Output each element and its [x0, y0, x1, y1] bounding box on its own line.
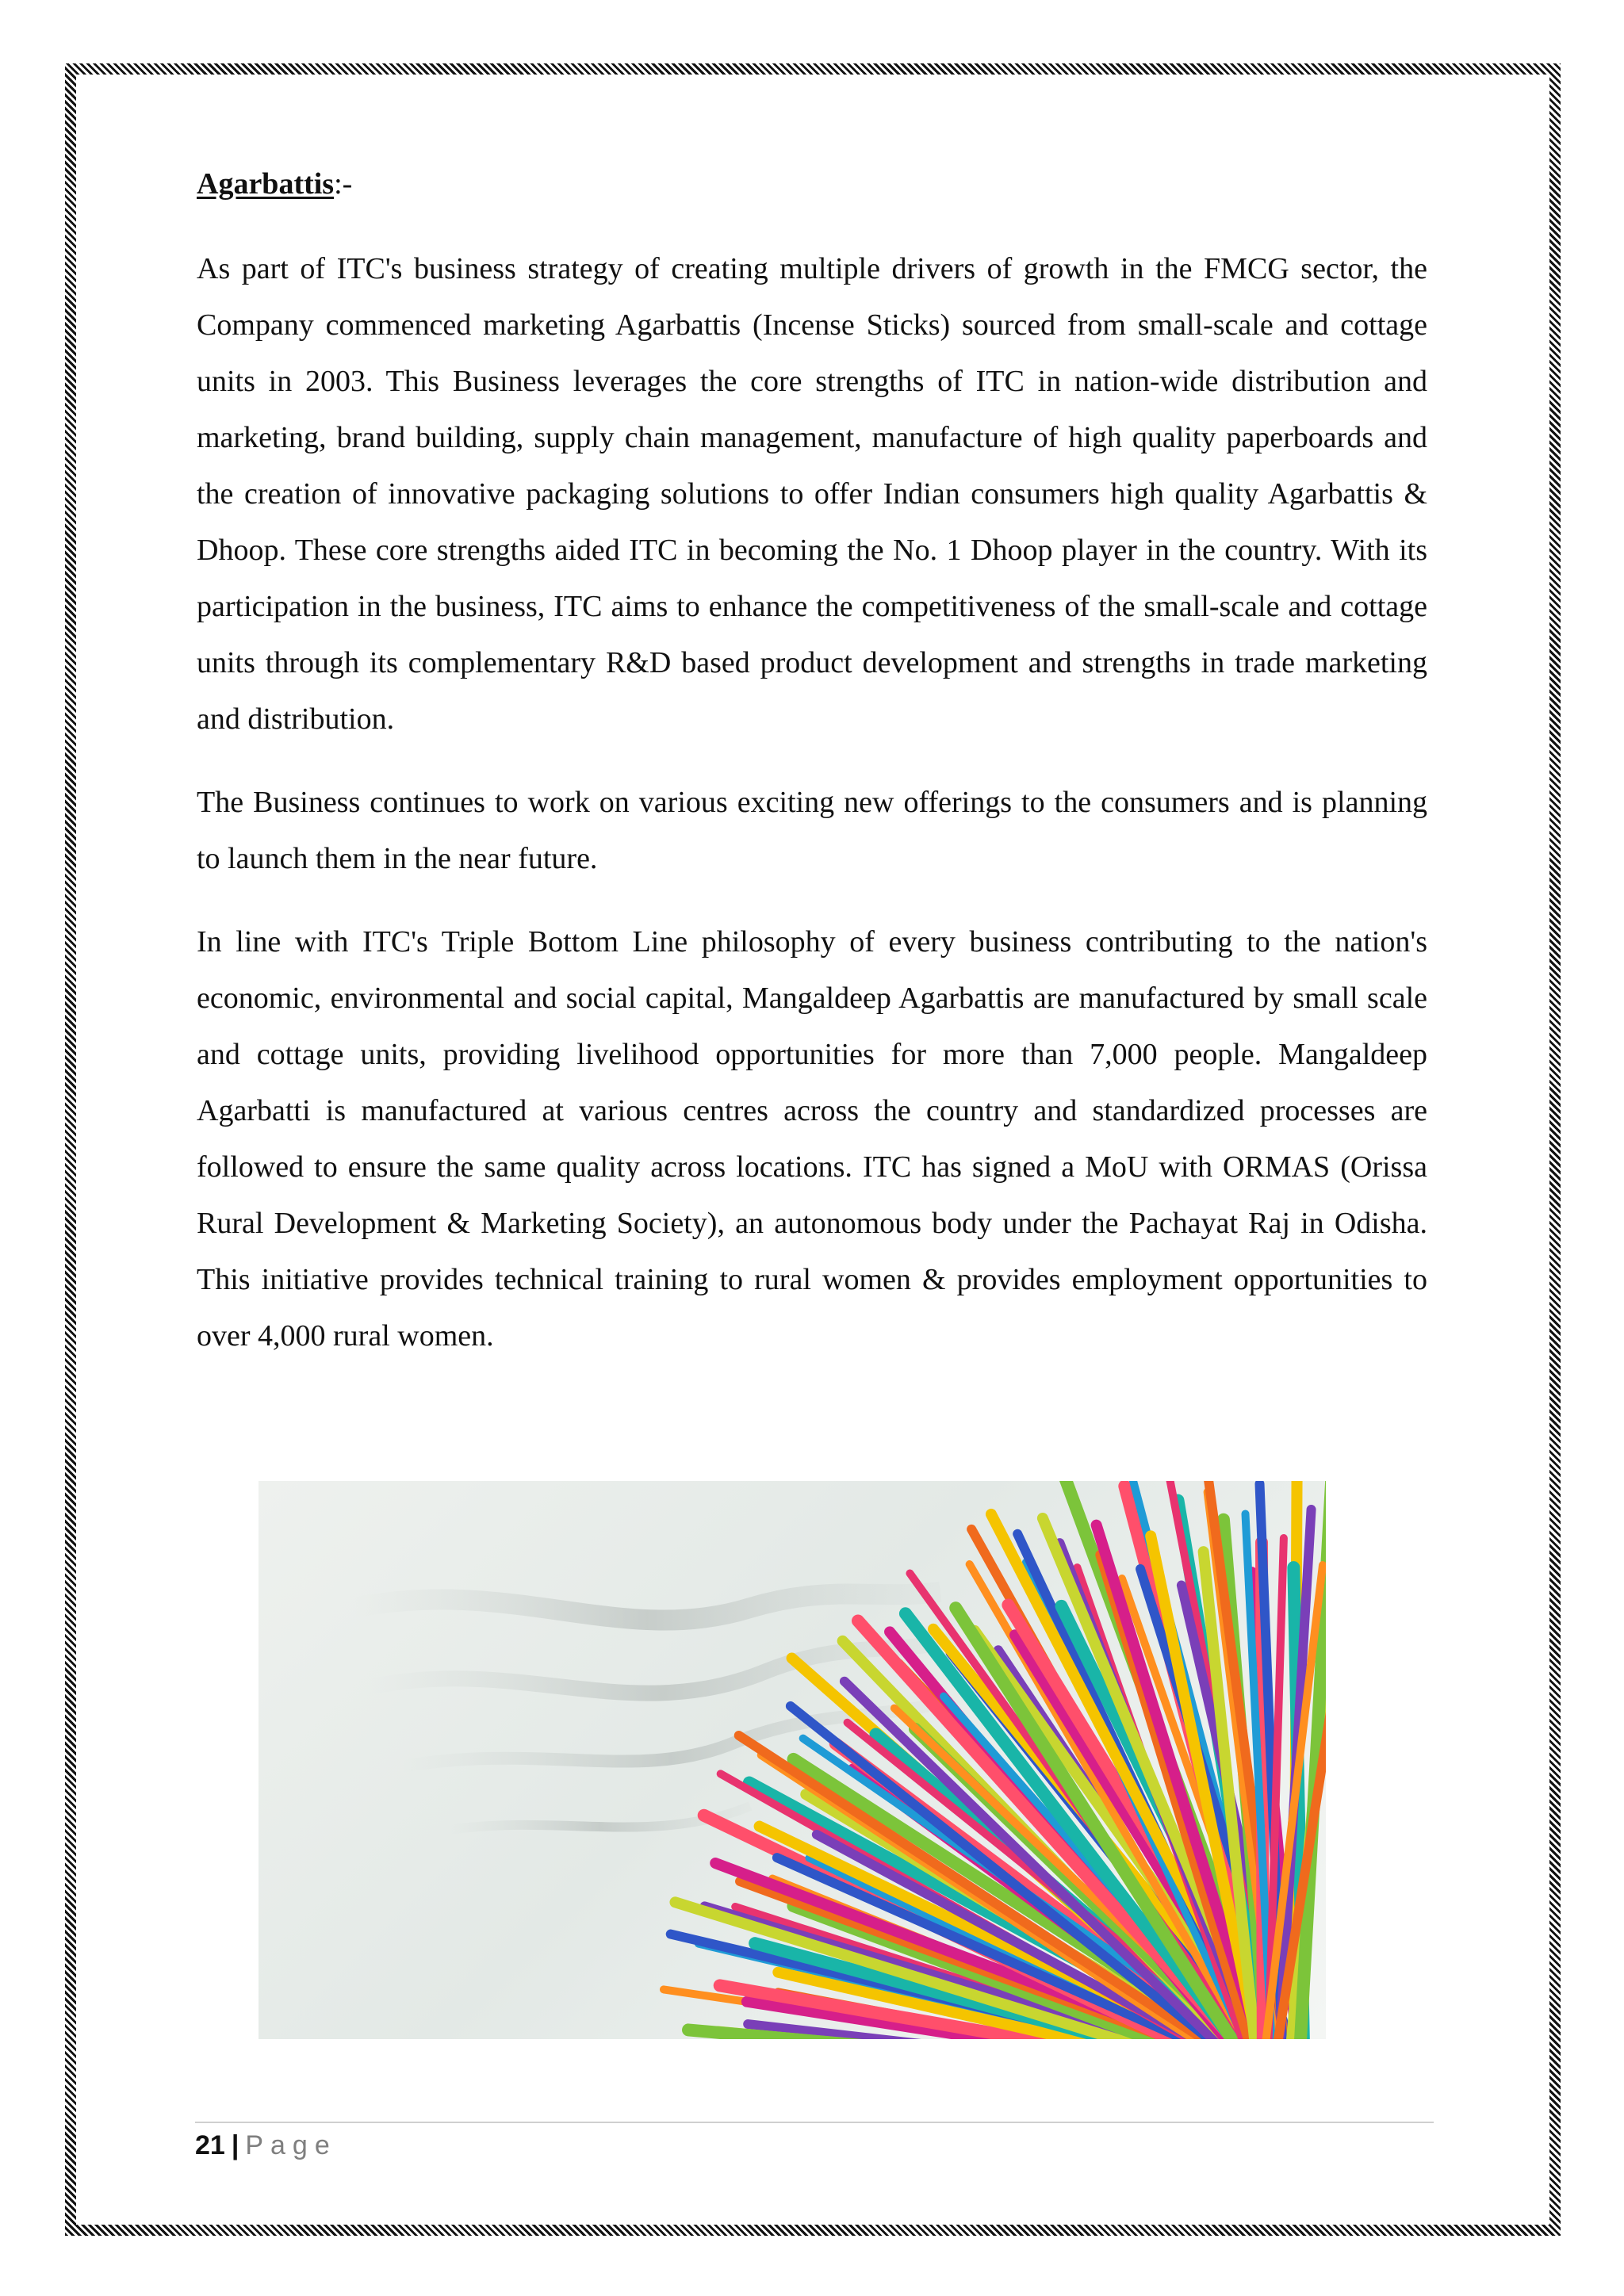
- paragraph-1: As part of ITC's business strategy of creating multiple drivers of growth in the FMCG sector, the Company commenced marketing Agarbattis (Incense Sticks) sourced from small-scale and cottage units in 2003. This Business leverages the core strengths of ITC in nation-wide distribution and marketing, brand building, supply chain management, manufacture of high quality paperboards and the creation of innovative packaging solutions to offer Indian consumers high quality Agarbattis & Dhoop. These core strengths aided ITC in becoming the No. 1 Dhoop player in the country. With its participation in the business, ITC aims to enhance the competitiveness of the small-scale and cottage units through its complementary R&D based product development and strengths in trade marketing and distribution.: [197, 251, 1427, 736]
- incense-sticks-illustration: [259, 1481, 1326, 2039]
- section-heading: [197, 166, 1427, 203]
- heading-suffix: :-: [334, 167, 353, 201]
- incense-sticks-photo: [259, 1481, 1326, 2039]
- page-footer: [195, 2130, 337, 2161]
- page-label: Page: [245, 2130, 337, 2160]
- document-body: [197, 166, 1427, 1391]
- footer-separator: |: [231, 2130, 239, 2160]
- page-number: 21: [195, 2130, 225, 2160]
- paragraph-3: In line with ITC's Triple Bottom Line philosophy of every business contributing to the nation's economic, environmental and social capital, Mangaldeep Agarbattis are manufactured by small scale and cottage units, providing livelihood opportunities for more than 7,000 people. Mangaldeep Agarbatti is manufactured at various centres across the country and standardized processes are followed to ensure the same quality across locations. ITC has signed a MoU with ORMAS (Orissa Rural Development & Marketing Society), an autonomous body under the Pachayat Raj in Odisha. This initiative provides technical training to rural women & provides employment opportunities to over 4,000 rural women.: [197, 924, 1427, 1353]
- incense-stick-bundle: [664, 1481, 1326, 2039]
- heading-title: Agarbattis: [197, 167, 335, 201]
- footer-divider: [195, 2122, 1434, 2123]
- paragraph-2: The Business continues to work on various exciting new offerings to the consumers and is planning to launch them in the near future.: [197, 785, 1427, 875]
